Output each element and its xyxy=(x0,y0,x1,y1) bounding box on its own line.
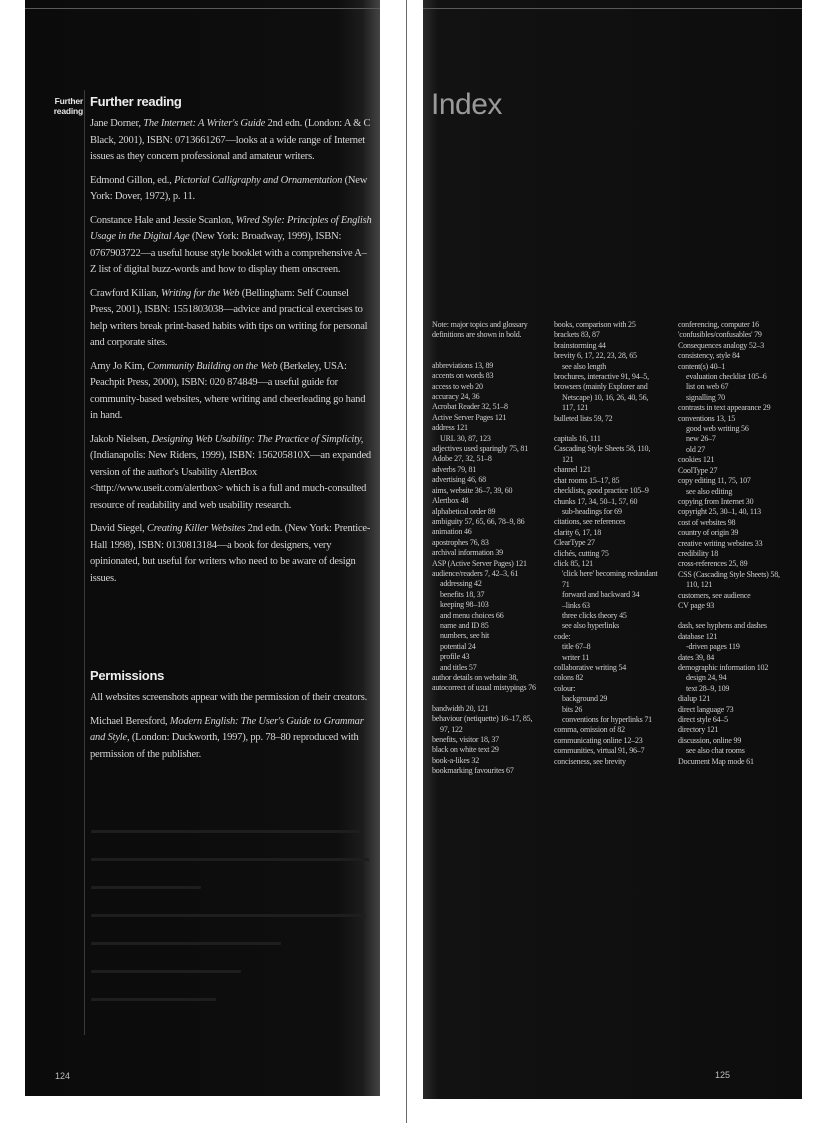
index-column-3 xyxy=(678,320,800,767)
reference-pre: All websites screenshots appear with the permission of their creators. xyxy=(90,692,368,703)
index-entry: directory 121 xyxy=(678,725,719,735)
index-subentry: writer 11 xyxy=(562,652,590,662)
index-entry: Cascading Style Sheets 58, 110, xyxy=(554,444,651,454)
index-note: Note: major topics and glossary definitions are shown in bold. xyxy=(432,320,528,340)
index-entry: accents on words 83 xyxy=(432,371,494,381)
index-entry: author details on website 38, xyxy=(432,673,518,682)
index-entry: chat rooms 15–17, 85 xyxy=(554,475,620,485)
index-entry: discussion, online 99 xyxy=(678,735,742,745)
index-subentry: URL 30, 87, 123 xyxy=(440,433,491,443)
index-entry: audience/readers 7, 42–3, 61 xyxy=(432,568,519,578)
index-entry: abbreviations 13, 89 xyxy=(432,360,494,370)
index-entry: ClearType 27 xyxy=(554,538,595,548)
index-entry: Active Server Pages 121 xyxy=(432,412,507,422)
bleed-through-line xyxy=(91,970,241,973)
bleed-through-line xyxy=(91,886,201,889)
index-entry: advertising 46, 68 xyxy=(432,475,486,485)
index-entry: animation 46 xyxy=(432,527,472,537)
index-entry: copyright 25, 30–1, 40, 113 xyxy=(678,507,761,517)
index-subentry: 71 xyxy=(562,579,570,589)
index-entry: chunks 17, 34, 50–1, 57, 60 xyxy=(554,496,638,506)
reference-entry xyxy=(90,690,372,707)
left-page xyxy=(25,0,380,1096)
index-subentry: title 67–8 xyxy=(562,642,591,652)
index-entry: Alertbox 48 xyxy=(432,496,469,506)
index-entry: dialup 121 xyxy=(678,694,710,704)
index-gap xyxy=(678,611,800,621)
reference-pre: Michael Beresford, xyxy=(90,715,170,727)
bleed-through-line xyxy=(91,942,281,945)
index-subentry: 97, 122 xyxy=(440,724,463,734)
index-subentry: 117, 121 xyxy=(562,403,589,413)
index-subentry: name and ID 85 xyxy=(440,620,489,630)
reference-pre: Constance Hale and Jessie Scanlon, xyxy=(90,214,236,226)
index-entry: autocorrect of usual mistypings 76 xyxy=(432,683,536,693)
index-subentry: potential 24 xyxy=(440,641,476,651)
index-entry: colons 82 xyxy=(554,673,584,683)
index-entry: contrasts in text appearance 29 xyxy=(678,403,771,413)
index-entry: consistency, style 84 xyxy=(678,351,740,361)
index-subentry: addressing 42 xyxy=(440,579,482,589)
index-subentry: Netscape) 10, 16, 26, 40, 56, xyxy=(562,392,649,402)
index-entry: benefits, visitor 18, 37 xyxy=(432,735,499,745)
index-entry: database 121 xyxy=(678,631,718,641)
index-entry: Acrobat Reader 32, 51–8 xyxy=(432,402,508,412)
reference-post: (Indianapolis: New Riders, 1999), ISBN: 156205810X—an expanded version of the author's Usability AlertBox <http://www.useit.com/alertbox> which is a full and much-consulted resource of readability and web usability research. xyxy=(90,450,371,511)
bleed-through-line xyxy=(91,998,216,1001)
index-subentry: see also editing xyxy=(686,486,733,496)
bleed-through-line xyxy=(91,858,369,861)
reference-entry xyxy=(90,359,372,425)
index-subentry: text 28–9, 109 xyxy=(686,683,730,693)
index-subentry: 110, 121 xyxy=(686,580,713,590)
index-entry: direct language 73 xyxy=(678,704,734,714)
index-entry: aims, website 36–7, 39, 60 xyxy=(432,485,513,495)
reference-pre: Jakob Nielsen, xyxy=(90,433,152,445)
reference-title: Community Building on the Web xyxy=(147,360,278,372)
reference-post: 2nd edn. (New York: Prentice-Hall 1998), ISBN: 0130813184—a book for designers, very opinionated, but useful for writers who need to be aware of design issues. xyxy=(90,523,371,584)
index-entry: demographic information 102 xyxy=(678,663,769,672)
index-entry: conciseness, see brevity xyxy=(554,756,626,766)
index-entry: copy editing 11, 75, 107 xyxy=(678,476,751,486)
index-entry: CSS (Cascading Style Sheets) 58, xyxy=(678,569,780,579)
index-entry: capitals 16, 111 xyxy=(554,434,601,444)
index-subentry: background 29 xyxy=(562,694,608,704)
reference-post: 2nd edn. (London: A & C Black, 2001), ISBN: 0713661267—looks at a wide range of Internet issues as they concern professional and amateur writers. xyxy=(90,118,371,162)
index-entry: clichés, cutting 75 xyxy=(554,548,609,558)
reference-post: (Bellingham: Self Counsel Press, 2001), ISBN: 1551803038—advice and practical exercises to help writers break print-based habits with tips on writing for personal and corporate sites. xyxy=(90,287,368,348)
index-entry: communicating online 12–23 xyxy=(554,735,643,745)
reference-title: Writing for the Web xyxy=(160,287,240,299)
index-entry: address 121 xyxy=(432,423,468,433)
index-entry: cross-references 25, 89 xyxy=(678,559,748,569)
reference-entry xyxy=(90,213,372,279)
index-entry: Consequences analogy 52–3 xyxy=(678,340,765,350)
index-entry: browsers (mainly Explorer and xyxy=(554,382,648,392)
reference-title: Pictorial Calligraphy and Ornamentation xyxy=(174,174,343,186)
index-subentry: old 27 xyxy=(686,444,706,454)
index-subentry: –links 63 xyxy=(562,600,590,610)
index-entry: ASP (Active Server Pages) 121 xyxy=(432,558,527,568)
margin-label: Further reading xyxy=(53,96,83,116)
right-page xyxy=(423,0,802,1099)
index-entry: behaviour (netiquette) 16–17, 85, xyxy=(432,714,533,724)
index-entry: CV page 93 xyxy=(678,600,715,610)
index-subentry: sub-headings for 69 xyxy=(562,506,622,516)
index-gap xyxy=(554,424,676,434)
index-subentry: new 26–7 xyxy=(686,434,716,444)
index-entry: bulleted lists 59, 72 xyxy=(554,413,613,423)
bleed-through-line xyxy=(91,830,361,833)
top-rule xyxy=(25,8,380,9)
index-subentry: forward and backward 34 xyxy=(562,590,640,600)
index-entry: channel 121 xyxy=(554,465,591,475)
reference-entry xyxy=(90,521,372,587)
index-entry: creative writing websites 33 xyxy=(678,538,763,548)
index-entry: cookies 121 xyxy=(678,455,715,465)
reference-pre: Jane Dorner, xyxy=(90,118,144,129)
index-subentry: see also length xyxy=(562,361,607,371)
further-reading-list xyxy=(90,116,372,594)
index-subentry: conventions for hyperlinks 71 xyxy=(562,715,652,725)
index-subentry: and menu choices 66 xyxy=(440,610,504,620)
index-column-1 xyxy=(432,320,554,777)
reference-pre: Edmond Gillon, ed., xyxy=(90,174,175,186)
index-subentry: 121 xyxy=(562,454,574,464)
index-subentry: and titles 57 xyxy=(440,662,477,672)
index-entry: checklists, good practice 105–9 xyxy=(554,486,649,496)
reference-entry xyxy=(90,173,372,206)
index-entry: dash, see hyphens and dashes xyxy=(678,621,767,631)
index-entry: apostrophes 76, 83 xyxy=(432,537,489,547)
index-subentry: benefits 18, 37 xyxy=(440,589,485,599)
index-subentry: bits 26 xyxy=(562,704,583,714)
reference-entry xyxy=(90,116,372,166)
index-entry: adverbs 79, 81 xyxy=(432,464,477,474)
index-entry: citations, see references xyxy=(554,517,626,527)
index-entry: copying from Internet 30 xyxy=(678,496,754,506)
index-entry: Document Map mode 61 xyxy=(678,756,754,766)
index-title: Index xyxy=(431,88,502,121)
index-entry: conferencing, computer 16 xyxy=(678,320,759,329)
index-entry: country of origin 39 xyxy=(678,528,739,538)
index-subentry: list on web 67 xyxy=(686,382,729,392)
index-entry: ambiguity 57, 65, 66, 78–9, 86 xyxy=(432,516,525,526)
index-subentry: design 24, 94 xyxy=(686,673,727,683)
reference-pre: David Siegel, xyxy=(90,523,147,534)
reference-title: Designing Web Usability: The Practice of Simplicity, xyxy=(151,433,364,445)
reference-pre: Amy Jo Kim, xyxy=(90,360,148,372)
page-number-right: 125 xyxy=(715,1070,731,1080)
index-entry: access to web 20 xyxy=(432,381,483,391)
index-entry: archival information 39 xyxy=(432,548,503,558)
index-subentry: signalling 70 xyxy=(686,392,725,402)
reference-post: (Berkeley, USA: Peachpit Press, 2000), ISBN: 020 874849—a useful guide for community-based websites, where writing and cheerleading go hand in hand. xyxy=(90,360,366,421)
index-subentry: keeping 98–103 xyxy=(440,600,489,610)
spread-divider xyxy=(406,0,407,1123)
index-entry: bookmarking favourites 67 xyxy=(432,766,514,776)
reference-title: Modern English: The User's Guide to Grammar and Style, xyxy=(90,715,364,743)
index-gap xyxy=(432,694,554,704)
index-entry: colour: xyxy=(554,683,576,693)
page-number-left: 124 xyxy=(55,1071,71,1081)
reference-entry xyxy=(90,286,372,352)
index-entry: adjectives used sparingly 75, 81 xyxy=(432,444,529,454)
index-entry: content(s) 40–1 xyxy=(678,361,725,371)
index-subentry: good web writing 56 xyxy=(686,424,749,434)
bleed-through-line xyxy=(91,914,366,917)
index-entry: accuracy 24, 36 xyxy=(432,392,480,402)
index-entry: brainstorming 44 xyxy=(554,340,606,350)
reference-entry xyxy=(90,432,372,515)
index-subentry: see also chat rooms xyxy=(686,746,745,756)
index-entry: alphabetical order 89 xyxy=(432,506,496,516)
index-subentry: evaluation checklist 105–6 xyxy=(686,372,767,382)
index-entry: dates 39, 84 xyxy=(678,652,715,662)
reference-title: Creating Killer Websites xyxy=(146,523,246,534)
index-entry: collaborative writing 54 xyxy=(554,663,627,672)
index-subentry: -driven pages 119 xyxy=(686,642,740,652)
index-entry: credibility 18 xyxy=(678,548,719,558)
index-entry: comma, omission of 82 xyxy=(554,725,625,735)
index-entry: books, comparison with 25 xyxy=(554,320,636,329)
reference-post: (London: Duckworth, 1997), pp. 78–80 reproduced with permission of the publisher. xyxy=(90,732,359,760)
index-subentry: see also hyperlinks xyxy=(562,621,620,631)
index-entry: book-a-likes 32 xyxy=(432,755,479,765)
top-rule xyxy=(423,8,802,9)
index-column-2 xyxy=(554,320,676,767)
index-entry: code: xyxy=(554,631,571,641)
reference-pre: Crawford Kilian, xyxy=(90,287,161,299)
reference-post: (New York: Broadway, 1999), ISBN: 0767903722—a useful house style booklet with a comprehensive A–Z list of digital buzz-words and how to display them onscreen. xyxy=(90,231,367,275)
index-subentry: 'click here' becoming redundant xyxy=(562,569,658,579)
reference-title: Wired Style: Principles of English Usage in the Digital Age xyxy=(90,214,372,242)
index-entry: customers, see audience xyxy=(678,590,751,600)
permissions-heading: Permissions xyxy=(90,668,165,683)
permissions-list xyxy=(90,690,372,770)
index-subentry: three clicks theory 45 xyxy=(562,610,627,620)
index-entry: clarity 6, 17, 18 xyxy=(554,527,602,537)
index-entry: conventions 13, 15 xyxy=(678,413,736,423)
reference-title: The Internet: A Writer's Guide xyxy=(143,118,266,129)
index-entry: black on white text 29 xyxy=(432,745,499,755)
index-subentry: profile 43 xyxy=(440,652,470,662)
index-entry: communities, virtual 91, 96–7 xyxy=(554,746,645,756)
further-reading-heading: Further reading xyxy=(90,94,182,109)
index-entry: 'confusibles/confusables' 79 xyxy=(678,330,762,340)
index-entry: cost of websites 98 xyxy=(678,517,736,527)
index-entry: click 85, 121 xyxy=(554,558,593,568)
index-entry: direct style 64–5 xyxy=(678,715,728,725)
index-entry: CoolType 27 xyxy=(678,465,718,475)
index-entry: brevity 6, 17, 22, 23, 28, 65 xyxy=(554,351,637,361)
index-entry: brackets 83, 87 xyxy=(554,330,600,340)
reference-post: (New York: Dover, 1972), p. 11. xyxy=(90,174,368,202)
index-entry: bandwidth 20, 121 xyxy=(432,703,489,713)
index-entry: brochures, interactive 91, 94–5, xyxy=(554,372,649,382)
reference-entry xyxy=(90,714,372,764)
index-entry: Adobe 27, 32, 51–8 xyxy=(432,454,492,464)
index-subentry: numbers, see hit xyxy=(440,631,490,641)
margin-rule xyxy=(84,90,85,1035)
